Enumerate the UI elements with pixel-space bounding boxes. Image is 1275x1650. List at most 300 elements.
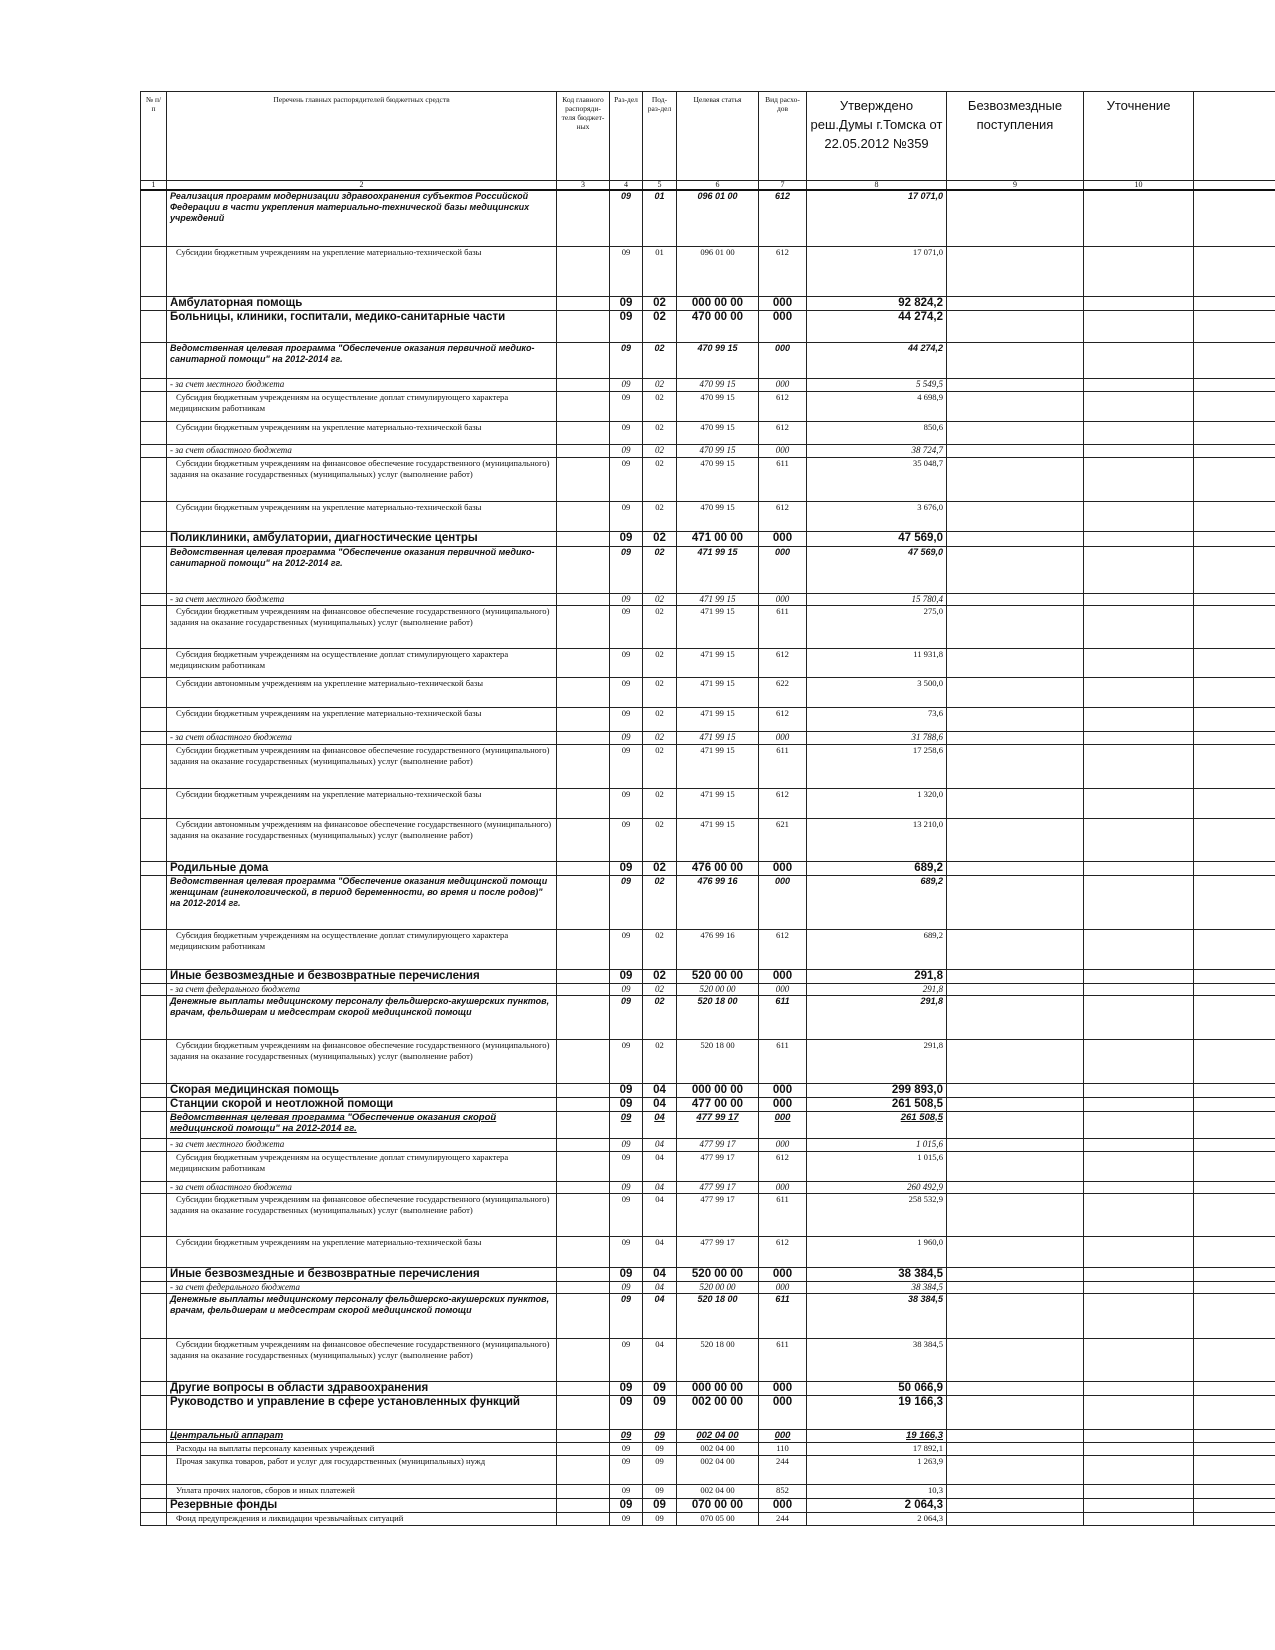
podrazdel-cell: 02: [643, 995, 677, 1039]
target-article-cell: 477 99 17: [677, 1138, 759, 1151]
expense-type-cell: 110: [759, 1442, 807, 1455]
razdel-cell: 09: [610, 1138, 643, 1151]
num-cell: [141, 1293, 167, 1338]
row-name: Поликлиники, амбулатории, диагностические центры: [167, 531, 557, 546]
num-cell: [141, 1151, 167, 1181]
num-cell: [141, 605, 167, 648]
row-name: Ведомственная целевая программа "Обеспечение оказания первичной медико-санитарной помощи" на 2012-2014 гг.: [167, 342, 557, 378]
approved-amount: 291,8: [807, 995, 947, 1039]
colnum-3: 3: [557, 181, 610, 191]
extra-cell: [1194, 1111, 1275, 1138]
grants-cell: [947, 501, 1084, 531]
table-row: [141, 1151, 1275, 1181]
gr-code-cell: [557, 444, 610, 457]
approved-amount: 275,0: [807, 605, 947, 648]
grants-cell: [947, 246, 1084, 296]
gr-code-cell: [557, 1498, 610, 1512]
table-row: [141, 444, 1275, 457]
approved-amount: 17 071,0: [807, 190, 947, 246]
grants-cell: [947, 1293, 1084, 1338]
extra-cell: [1194, 788, 1275, 818]
num-cell: [141, 391, 167, 421]
refinement-cell: [1084, 1111, 1194, 1138]
row-name: Субсидии бюджетным учреждениям на финансовое обеспечение государственного (муниципального) задания на оказание государственных (муниципальных) услуг (выполнение работ): [167, 457, 557, 501]
refinement-cell: [1084, 875, 1194, 929]
approved-amount: 689,2: [807, 875, 947, 929]
target-article-cell: 477 99 17: [677, 1193, 759, 1236]
podrazdel-cell: 02: [643, 929, 677, 969]
row-name: Субсидии автономным учреждениям на финансовое обеспечение государственного (муниципального) задания на оказание государственных (муниципальных) услуг (выполнение работ): [167, 818, 557, 861]
grants-cell: [947, 875, 1084, 929]
refinement-cell: [1084, 531, 1194, 546]
expense-type-cell: 000: [759, 378, 807, 391]
grants-cell: [947, 342, 1084, 378]
row-name: Субсидии бюджетным учреждениям на финансовое обеспечение государственного (муниципального) задания на оказание государственных (муниципальных) услуг (выполнение работ): [167, 605, 557, 648]
refinement-cell: [1084, 391, 1194, 421]
gr-code-cell: [557, 788, 610, 818]
gr-code-cell: [557, 1429, 610, 1442]
gr-code-cell: [557, 1281, 610, 1293]
row-name: Субсидии бюджетным учреждениям на укрепление материально-технической базы: [167, 707, 557, 731]
expense-type-cell: 000: [759, 875, 807, 929]
podrazdel-cell: 04: [643, 1151, 677, 1181]
approved-amount: 258 532,9: [807, 1193, 947, 1236]
table-row: [141, 1338, 1275, 1381]
approved-amount: 850,6: [807, 421, 947, 444]
approved-amount: 2 064,3: [807, 1512, 947, 1525]
row-name: Центральный аппарат: [167, 1429, 557, 1442]
target-article-cell: 070 05 00: [677, 1512, 759, 1525]
refinement-cell: [1084, 1083, 1194, 1097]
num-cell: [141, 677, 167, 707]
podrazdel-cell: 02: [643, 744, 677, 788]
expense-type-cell: 612: [759, 246, 807, 296]
target-article-cell: 070 00 00: [677, 1498, 759, 1512]
podrazdel-cell: 04: [643, 1293, 677, 1338]
num-cell: [141, 531, 167, 546]
gr-code-cell: [557, 296, 610, 310]
podrazdel-cell: 02: [643, 983, 677, 995]
colnum-9: 9: [947, 181, 1084, 191]
podrazdel-cell: 02: [643, 677, 677, 707]
target-article-cell: 000 00 00: [677, 1381, 759, 1395]
expense-type-cell: 611: [759, 1039, 807, 1083]
grants-cell: [947, 1138, 1084, 1151]
podrazdel-cell: 02: [643, 788, 677, 818]
target-article-cell: 471 99 15: [677, 593, 759, 605]
grants-cell: [947, 310, 1084, 342]
gr-code-cell: [557, 501, 610, 531]
table-row: [141, 501, 1275, 531]
expense-type-cell: 612: [759, 391, 807, 421]
gr-code-cell: [557, 457, 610, 501]
extra-cell: [1194, 875, 1275, 929]
table-row: [141, 861, 1275, 875]
target-article-cell: 520 00 00: [677, 983, 759, 995]
refinement-cell: [1084, 1193, 1194, 1236]
expense-type-cell: 612: [759, 1151, 807, 1181]
gr-code-cell: [557, 861, 610, 875]
colnum-5: 5: [643, 181, 677, 191]
extra-cell: [1194, 501, 1275, 531]
row-name: Денежные выплаты медицинскому персоналу фельдшерско-акушерских пунктов, врачам, фельдшерам и медсестрам скорой медицинской помощи: [167, 1293, 557, 1338]
approved-amount: 5 549,5: [807, 378, 947, 391]
grants-cell: [947, 1281, 1084, 1293]
gr-code-cell: [557, 1181, 610, 1193]
colnum-7: 7: [759, 181, 807, 191]
header-expense-type: Вид расхо-дов: [759, 92, 807, 181]
extra-cell: [1194, 1281, 1275, 1293]
refinement-cell: [1084, 1138, 1194, 1151]
approved-amount: 13 210,0: [807, 818, 947, 861]
refinement-cell: [1084, 1236, 1194, 1267]
gr-code-cell: [557, 1097, 610, 1111]
approved-amount: 689,2: [807, 861, 947, 875]
target-article-cell: 470 99 15: [677, 457, 759, 501]
extra-cell: [1194, 310, 1275, 342]
razdel-cell: 09: [610, 861, 643, 875]
extra-cell: [1194, 391, 1275, 421]
podrazdel-cell: 04: [643, 1083, 677, 1097]
podrazdel-cell: 02: [643, 1039, 677, 1083]
gr-code-cell: [557, 875, 610, 929]
razdel-cell: 09: [610, 1395, 643, 1429]
approved-amount: 260 492,9: [807, 1181, 947, 1193]
table-row: [141, 605, 1275, 648]
target-article-cell: 520 00 00: [677, 1267, 759, 1281]
refinement-cell: [1084, 1381, 1194, 1395]
gr-code-cell: [557, 677, 610, 707]
approved-amount: 38 384,5: [807, 1338, 947, 1381]
header-target-article: Целевая статья: [677, 92, 759, 181]
gr-code-cell: [557, 1338, 610, 1381]
expense-type-cell: 244: [759, 1512, 807, 1525]
table-row: [141, 457, 1275, 501]
gr-code-cell: [557, 707, 610, 731]
num-cell: [141, 1193, 167, 1236]
razdel-cell: 09: [610, 1338, 643, 1381]
row-name: Субсидии бюджетным учреждениям на финансовое обеспечение государственного (муниципального) задания на оказание государственных (муниципальных) услуг (выполнение работ): [167, 744, 557, 788]
target-article-cell: 470 00 00: [677, 310, 759, 342]
podrazdel-cell: 04: [643, 1111, 677, 1138]
row-name: Ведомственная целевая программа "Обеспечение оказания первичной медико-санитарной помощи" на 2012-2014 гг.: [167, 546, 557, 593]
num-cell: [141, 1512, 167, 1525]
gr-code-cell: [557, 744, 610, 788]
approved-amount: 38 384,5: [807, 1281, 947, 1293]
gr-code-cell: [557, 1442, 610, 1455]
row-name: Субсидия бюджетным учреждениям на осуществление доплат стимулирующего характера медицинским работникам: [167, 929, 557, 969]
razdel-cell: 09: [610, 296, 643, 310]
razdel-cell: 09: [610, 648, 643, 677]
table-row: [141, 1097, 1275, 1111]
extra-cell: [1194, 421, 1275, 444]
approved-amount: 73,6: [807, 707, 947, 731]
grants-cell: [947, 1498, 1084, 1512]
gr-code-cell: [557, 969, 610, 983]
extra-cell: [1194, 1395, 1275, 1429]
razdel-cell: 09: [610, 969, 643, 983]
refinement-cell: [1084, 1484, 1194, 1498]
row-name: Уплата прочих налогов, сборов и иных платежей: [167, 1484, 557, 1498]
table-row: [141, 995, 1275, 1039]
grants-cell: [947, 421, 1084, 444]
podrazdel-cell: 02: [643, 501, 677, 531]
razdel-cell: 09: [610, 731, 643, 744]
extra-cell: [1194, 1193, 1275, 1236]
razdel-cell: 09: [610, 593, 643, 605]
table-row: [141, 1039, 1275, 1083]
num-cell: [141, 444, 167, 457]
expense-type-cell: 611: [759, 1193, 807, 1236]
podrazdel-cell: 02: [643, 875, 677, 929]
gr-code-cell: [557, 929, 610, 969]
expense-type-cell: 000: [759, 861, 807, 875]
extra-cell: [1194, 983, 1275, 995]
num-cell: [141, 1429, 167, 1442]
row-name: Субсидии бюджетным учреждениям на финансовое обеспечение государственного (муниципального) задания на оказание государственных (муниципальных) услуг (выполнение работ): [167, 1338, 557, 1381]
target-article-cell: 520 18 00: [677, 1293, 759, 1338]
target-article-cell: 096 01 00: [677, 190, 759, 246]
razdel-cell: 09: [610, 929, 643, 969]
podrazdel-cell: 04: [643, 1236, 677, 1267]
razdel-cell: 09: [610, 1151, 643, 1181]
gr-code-cell: [557, 983, 610, 995]
razdel-cell: 09: [610, 531, 643, 546]
extra-cell: [1194, 1039, 1275, 1083]
expense-type-cell: 000: [759, 593, 807, 605]
table-row: [141, 744, 1275, 788]
expense-type-cell: 000: [759, 310, 807, 342]
expense-type-cell: 612: [759, 1236, 807, 1267]
expense-type-cell: 612: [759, 929, 807, 969]
approved-amount: 47 569,0: [807, 546, 947, 593]
grants-cell: [947, 983, 1084, 995]
table-row: [141, 342, 1275, 378]
podrazdel-cell: 02: [643, 707, 677, 731]
table-row: [141, 983, 1275, 995]
target-article-cell: 471 00 00: [677, 531, 759, 546]
target-article-cell: 471 99 15: [677, 744, 759, 788]
table-row: [141, 969, 1275, 983]
num-cell: [141, 707, 167, 731]
podrazdel-cell: 02: [643, 310, 677, 342]
approved-amount: 299 893,0: [807, 1083, 947, 1097]
podrazdel-cell: 09: [643, 1512, 677, 1525]
row-name: Амбулаторная помощь: [167, 296, 557, 310]
row-name: - за счет местного бюджета: [167, 378, 557, 391]
table-row: [141, 707, 1275, 731]
razdel-cell: 09: [610, 1281, 643, 1293]
gr-code-cell: [557, 1193, 610, 1236]
razdel-cell: 09: [610, 342, 643, 378]
target-article-cell: 520 00 00: [677, 969, 759, 983]
num-cell: [141, 342, 167, 378]
approved-amount: 11 931,8: [807, 648, 947, 677]
table-row: [141, 788, 1275, 818]
approved-amount: 38 384,5: [807, 1293, 947, 1338]
razdel-cell: 09: [610, 421, 643, 444]
gr-code-cell: [557, 995, 610, 1039]
podrazdel-cell: 09: [643, 1498, 677, 1512]
expense-type-cell: 000: [759, 1111, 807, 1138]
expense-type-cell: 612: [759, 648, 807, 677]
razdel-cell: 09: [610, 190, 643, 246]
target-article-cell: 471 99 15: [677, 546, 759, 593]
expense-type-cell: 611: [759, 744, 807, 788]
refinement-cell: [1084, 648, 1194, 677]
refinement-cell: [1084, 1181, 1194, 1193]
approved-amount: 92 824,2: [807, 296, 947, 310]
podrazdel-cell: 02: [643, 605, 677, 648]
num-cell: [141, 1236, 167, 1267]
table-row: [141, 296, 1275, 310]
header-razdel: Раз-дел: [610, 92, 643, 181]
num-cell: [141, 1083, 167, 1097]
expense-type-cell: 611: [759, 457, 807, 501]
extra-cell: [1194, 296, 1275, 310]
row-name: Станции скорой и неотложной помощи: [167, 1097, 557, 1111]
razdel-cell: 09: [610, 677, 643, 707]
row-name: Денежные выплаты медицинскому персоналу фельдшерско-акушерских пунктов, врачам, фельдшерам и медсестрам скорой медицинской помощи: [167, 995, 557, 1039]
expense-type-cell: 000: [759, 1138, 807, 1151]
razdel-cell: 09: [610, 1039, 643, 1083]
podrazdel-cell: 01: [643, 190, 677, 246]
approved-amount: 31 788,6: [807, 731, 947, 744]
grants-cell: [947, 969, 1084, 983]
num-cell: [141, 190, 167, 246]
target-article-cell: 477 99 17: [677, 1181, 759, 1193]
extra-cell: [1194, 1138, 1275, 1151]
extra-cell: [1194, 1293, 1275, 1338]
expense-type-cell: 000: [759, 1267, 807, 1281]
razdel-cell: 09: [610, 875, 643, 929]
podrazdel-cell: 02: [643, 818, 677, 861]
num-cell: [141, 648, 167, 677]
razdel-cell: 09: [610, 744, 643, 788]
extra-cell: [1194, 969, 1275, 983]
extra-cell: [1194, 929, 1275, 969]
refinement-cell: [1084, 1097, 1194, 1111]
gr-code-cell: [557, 1381, 610, 1395]
grants-cell: [947, 190, 1084, 246]
num-cell: [141, 1097, 167, 1111]
podrazdel-cell: 04: [643, 1281, 677, 1293]
extra-cell: [1194, 593, 1275, 605]
gr-code-cell: [557, 1151, 610, 1181]
row-name: Иные безвозмездные и безвозвратные перечисления: [167, 969, 557, 983]
approved-amount: 19 166,3: [807, 1429, 947, 1442]
razdel-cell: 09: [610, 546, 643, 593]
gr-code-cell: [557, 531, 610, 546]
num-cell: [141, 875, 167, 929]
podrazdel-cell: 02: [643, 421, 677, 444]
grants-cell: [947, 1193, 1084, 1236]
colnum-2: 2: [167, 181, 557, 191]
target-article-cell: 471 99 15: [677, 731, 759, 744]
razdel-cell: 09: [610, 983, 643, 995]
gr-code-cell: [557, 246, 610, 296]
table-row: [141, 818, 1275, 861]
row-name: Субсидии бюджетным учреждениям на укрепление материально-технической базы: [167, 788, 557, 818]
expense-type-cell: 000: [759, 969, 807, 983]
gr-code-cell: [557, 391, 610, 421]
target-article-cell: 471 99 15: [677, 605, 759, 648]
num-cell: [141, 1498, 167, 1512]
extra-cell: [1194, 246, 1275, 296]
extra-cell: [1194, 1097, 1275, 1111]
num-cell: [141, 861, 167, 875]
colnum-10: 10: [1084, 181, 1194, 191]
extra-cell: [1194, 546, 1275, 593]
razdel-cell: 09: [610, 1193, 643, 1236]
table-row: [141, 1193, 1275, 1236]
refinement-cell: [1084, 995, 1194, 1039]
razdel-cell: 09: [610, 444, 643, 457]
refinement-cell: [1084, 1498, 1194, 1512]
grants-cell: [947, 1097, 1084, 1111]
refinement-cell: [1084, 1281, 1194, 1293]
approved-amount: 17 071,0: [807, 246, 947, 296]
grants-cell: [947, 707, 1084, 731]
razdel-cell: 09: [610, 1381, 643, 1395]
refinement-cell: [1084, 1338, 1194, 1381]
grants-cell: [947, 546, 1084, 593]
row-name: Субсидии бюджетным учреждениям на укрепление материально-технической базы: [167, 246, 557, 296]
approved-amount: 15 780,4: [807, 593, 947, 605]
extra-cell: [1194, 1338, 1275, 1381]
approved-amount: 261 508,5: [807, 1097, 947, 1111]
gr-code-cell: [557, 1455, 610, 1484]
row-name: Субсидии автономным учреждениям на укрепление материально-технической базы: [167, 677, 557, 707]
approved-amount: 50 066,9: [807, 1381, 947, 1395]
razdel-cell: 09: [610, 391, 643, 421]
target-article-cell: 470 99 15: [677, 421, 759, 444]
table-row: [141, 546, 1275, 593]
expense-type-cell: 612: [759, 788, 807, 818]
header-name: Перечень главных распорядителей бюджетных средств: [167, 92, 557, 181]
expense-type-cell: 611: [759, 1293, 807, 1338]
colnum-8: 8: [807, 181, 947, 191]
razdel-cell: 09: [610, 995, 643, 1039]
razdel-cell: 09: [610, 818, 643, 861]
target-article-cell: 470 99 15: [677, 501, 759, 531]
extra-cell: [1194, 1498, 1275, 1512]
podrazdel-cell: 02: [643, 391, 677, 421]
target-article-cell: 520 18 00: [677, 1338, 759, 1381]
refinement-cell: [1084, 246, 1194, 296]
num-cell: [141, 246, 167, 296]
podrazdel-cell: 02: [643, 342, 677, 378]
target-article-cell: 520 18 00: [677, 1039, 759, 1083]
grants-cell: [947, 1512, 1084, 1525]
num-cell: [141, 296, 167, 310]
razdel-cell: 09: [610, 605, 643, 648]
gr-code-cell: [557, 190, 610, 246]
approved-amount: 44 274,2: [807, 342, 947, 378]
num-cell: [141, 1138, 167, 1151]
refinement-cell: [1084, 378, 1194, 391]
budget-table: [140, 91, 1275, 1526]
num-cell: [141, 929, 167, 969]
expense-type-cell: 852: [759, 1484, 807, 1498]
header-num: № п/п: [141, 92, 167, 181]
table-row: [141, 875, 1275, 929]
table-row: [141, 246, 1275, 296]
target-article-cell: 477 99 17: [677, 1151, 759, 1181]
extra-cell: [1194, 378, 1275, 391]
extra-cell: [1194, 1267, 1275, 1281]
expense-type-cell: 000: [759, 983, 807, 995]
